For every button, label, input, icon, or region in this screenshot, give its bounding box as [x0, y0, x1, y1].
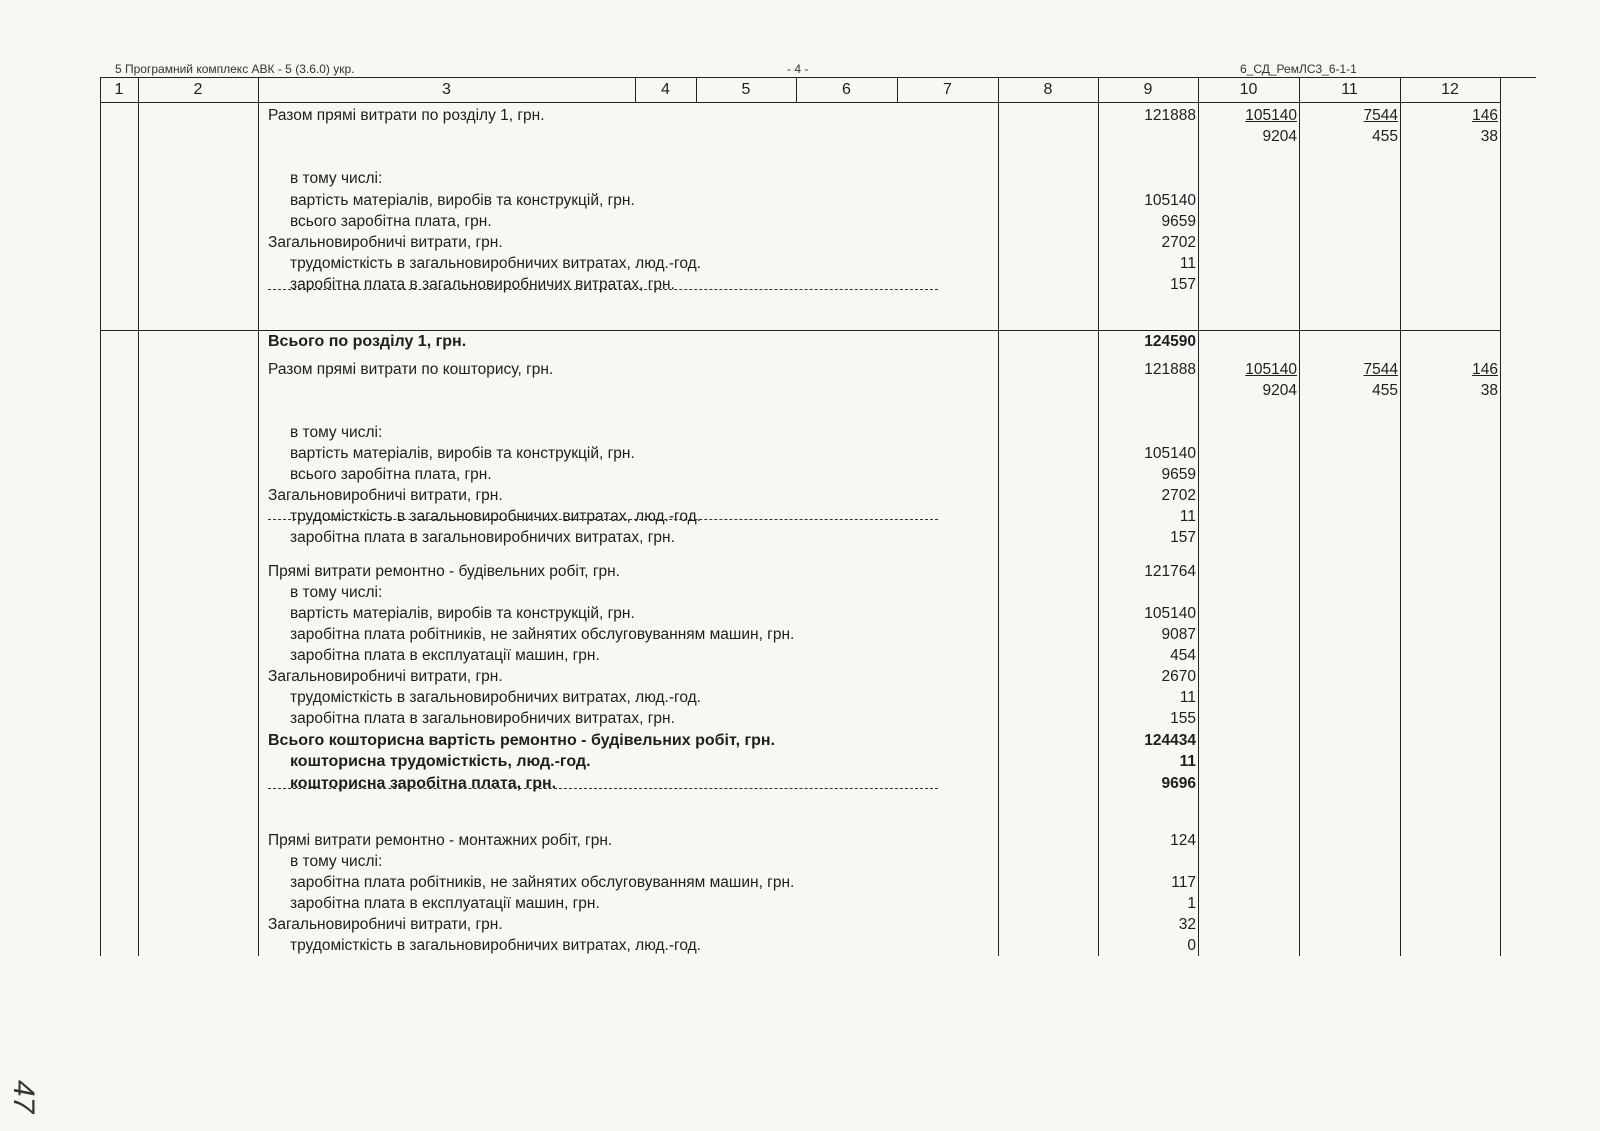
row-label: заробітна плата в загальновиробничих витратах, грн. [290, 710, 675, 727]
row-label: в тому числі: [290, 584, 383, 601]
cell-col9: 105140 [1245, 107, 1297, 124]
cell-col8: 32 [1178, 916, 1196, 933]
cell-col8: 0 [1187, 937, 1196, 954]
cell-col8: 9696 [1161, 775, 1196, 792]
column-divider [998, 78, 999, 956]
cell-col8: 121888 [1144, 361, 1196, 378]
section-divider-line [100, 330, 1500, 331]
row-label: Прямі витрати ремонтно - будівельних робіт, грн. [268, 563, 620, 580]
row-label: в тому числі: [290, 853, 383, 870]
row-label: Загальновиробничі витрати, грн. [268, 668, 503, 685]
header-row-line [100, 102, 1500, 103]
column-number: 8 [1043, 81, 1053, 98]
cell-col12: 146 [1472, 361, 1498, 378]
column-number: 5 [741, 81, 751, 98]
cell-col8: 2702 [1161, 487, 1196, 504]
cell-col8: 124434 [1144, 732, 1196, 749]
row-label: заробітна плата робітників, не зайнятих обслуговуванням машин, грн. [290, 874, 795, 891]
column-number: 9 [1143, 81, 1153, 98]
cell-col8: 105140 [1144, 605, 1196, 622]
row-label: заробітна плата робітників, не зайнятих обслуговуванням машин, грн. [290, 626, 795, 643]
row-label: кошторисна трудомісткість, люд.-год. [290, 753, 591, 770]
cell-col10: 7544 [1363, 107, 1398, 124]
cell-col8: 155 [1170, 710, 1196, 727]
column-divider [138, 78, 139, 956]
cell-col8: 11 [1179, 689, 1196, 706]
cell-col8: 9087 [1161, 626, 1196, 643]
cell-col8: 105140 [1144, 192, 1196, 209]
cell-col8: 157 [1170, 276, 1196, 293]
cell-col8: 9659 [1161, 466, 1196, 483]
row-label: заробітна плата в експлуатації машин, грн. [290, 647, 600, 664]
cell-col9-secondary: 9204 [1262, 128, 1297, 145]
row-label: вартість матеріалів, виробів та конструкцій, грн. [290, 605, 635, 622]
row-label: трудомісткість в загальновиробничих витратах, люд.-год. [290, 689, 701, 706]
cell-col8: 9659 [1161, 213, 1196, 230]
column-divider [258, 78, 259, 956]
row-label: Загальновиробничі витрати, грн. [268, 487, 503, 504]
cell-col8: 124 [1170, 832, 1196, 849]
cell-col12-secondary: 38 [1480, 128, 1498, 145]
row-label: всього заробітна плата, грн. [290, 213, 492, 230]
header-document-code: 6_СД_РемЛС3_6-1-1 [1240, 62, 1357, 76]
column-number: 7 [943, 81, 952, 98]
column-number: 4 [661, 81, 670, 98]
row-label: трудомісткість в загальновиробничих витратах, люд.-год. [290, 255, 701, 272]
cell-col8: 454 [1170, 647, 1196, 664]
estimate-table [100, 77, 1536, 956]
cell-col8: 157 [1170, 529, 1196, 546]
row-label: трудомісткість в загальновиробничих витратах, люд.-год. [290, 937, 701, 954]
column-divider [1299, 78, 1300, 956]
row-label: вартість матеріалів, виробів та конструкцій, грн. [290, 445, 635, 462]
column-divider [1400, 78, 1401, 956]
cell-col8: 105140 [1144, 445, 1196, 462]
column-divider [1198, 78, 1199, 956]
row-label: кошторисна заробітна плата, грн. [290, 775, 557, 792]
row-label: заробітна плата в загальновиробничих витратах, грн. [290, 529, 675, 546]
column-number: 6 [842, 81, 851, 98]
row-label: заробітна плата в загальновиробничих витратах, грн. [290, 276, 675, 293]
cell-col12-secondary: 38 [1480, 382, 1498, 399]
cell-col10: 7544 [1363, 361, 1398, 378]
cell-col8: 11 [1179, 753, 1196, 770]
column-number: 10 [1239, 81, 1258, 98]
row-label: в тому числі: [290, 170, 383, 187]
column-number: 3 [442, 81, 451, 98]
row-label: всього заробітна плата, грн. [290, 466, 492, 483]
cell-col8: 2702 [1161, 234, 1196, 251]
row-label: Всього по розділу 1, грн. [268, 333, 467, 350]
cell-col8: 121888 [1144, 107, 1196, 124]
cell-col10-secondary: 455 [1372, 128, 1398, 145]
row-label: Всього кошторисна вартість ремонтно - будівельних робіт, грн. [268, 732, 776, 749]
cell-col10-secondary: 455 [1372, 382, 1398, 399]
column-number: 11 [1341, 81, 1358, 98]
cell-col12: 146 [1472, 107, 1498, 124]
cell-col8: 11 [1179, 255, 1196, 272]
header-page-number: - 4 - [787, 62, 809, 76]
row-label: Загальновиробничі витрати, грн. [268, 916, 503, 933]
cell-col8: 2670 [1161, 668, 1196, 685]
row-label: трудомісткість в загальновиробничих витратах, люд.-год. [290, 508, 701, 525]
cell-col8: 124590 [1144, 333, 1196, 350]
row-label: вартість матеріалів, виробів та конструкцій, грн. [290, 192, 635, 209]
cell-col8: 121764 [1144, 563, 1196, 580]
row-label: заробітна плата в експлуатації машин, грн. [290, 895, 600, 912]
column-number: 2 [193, 81, 203, 98]
table-border-left [100, 78, 101, 956]
cell-col8: 1 [1187, 895, 1196, 912]
row-label: Разом прямі витрати по кошторису, грн. [268, 361, 554, 378]
row-label: Разом прямі витрати по розділу 1, грн. [268, 107, 545, 124]
row-label: Прямі витрати ремонтно - монтажних робіт, грн. [268, 832, 613, 849]
cell-col8: 117 [1171, 874, 1196, 891]
table-border-right [1500, 78, 1501, 956]
cell-col9-secondary: 9204 [1262, 382, 1297, 399]
row-label: в тому числі: [290, 424, 383, 441]
cell-col9: 105140 [1245, 361, 1297, 378]
cell-col8: 11 [1179, 508, 1196, 525]
handwritten-page-mark: 47 [7, 1080, 40, 1114]
row-label: Загальновиробничі витрати, грн. [268, 234, 503, 251]
column-number: 1 [114, 81, 124, 98]
column-number: 12 [1441, 81, 1459, 98]
header-program-name: 5 Програмний комплекс АВК - 5 (3.6.0) укр. [115, 62, 355, 76]
